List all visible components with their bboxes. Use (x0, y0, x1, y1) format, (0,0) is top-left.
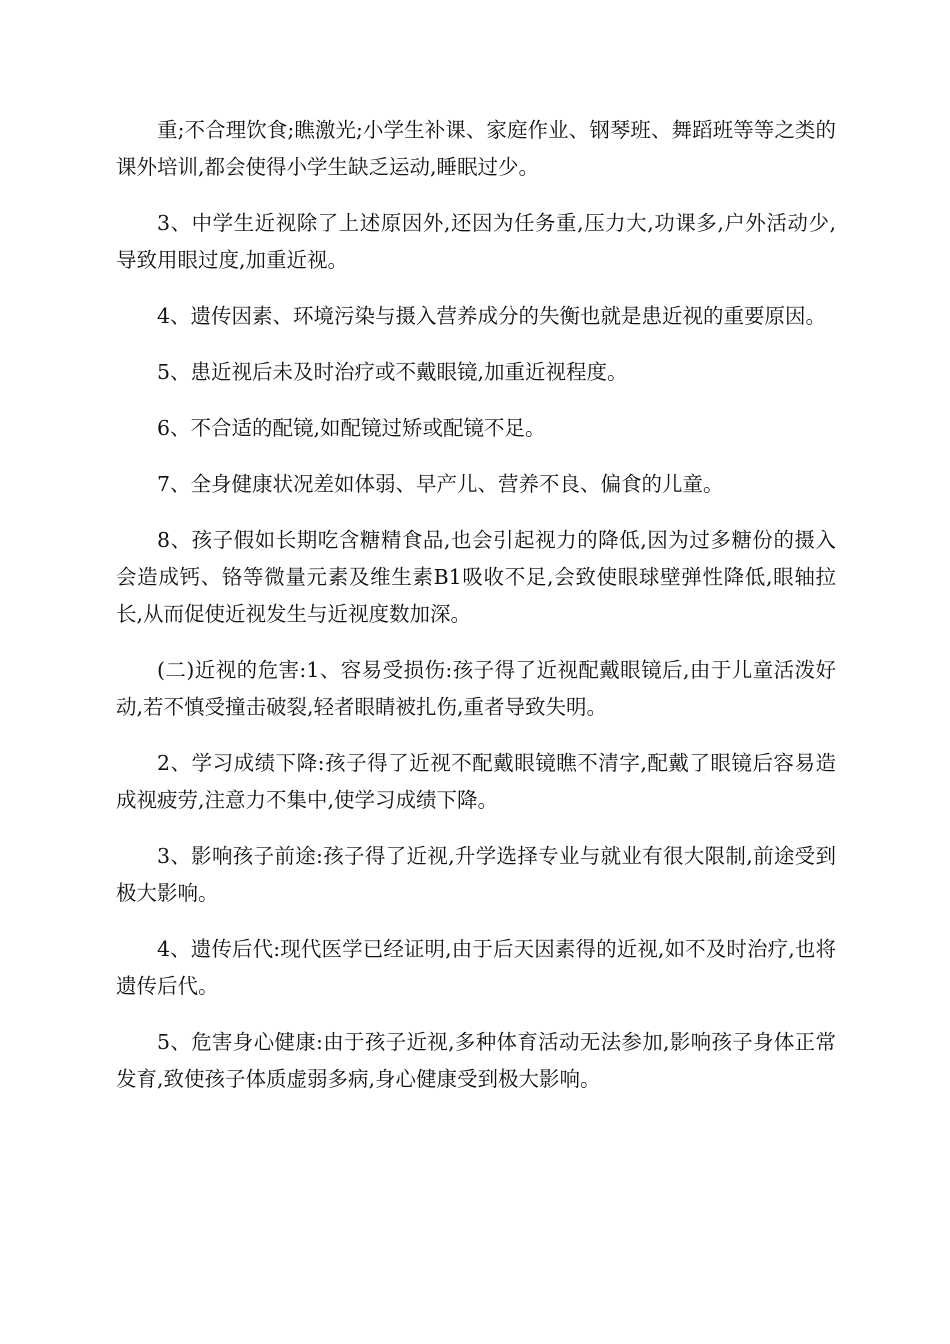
document-body (116, 112, 836, 1117)
paragraph-harm-3: 3、影响孩子前途:孩子得了近视,升学选择专业与就业有很大限制,前途受到极大影响。 (116, 844, 836, 905)
paragraph-harm-2: 2、学习成绩下降:孩子得了近视不配戴眼镜瞧不清字,配戴了眼镜后容易造成视疲劳,注意力不集中,使学习成绩下降。 (116, 751, 836, 812)
paragraph-cause-5: 5、患近视后未及时治疗或不戴眼镜,加重近视程度。 (157, 360, 628, 384)
paragraph-cause-3: 3、中学生近视除了上述原因外,还因为任务重,压力大,功课多,户外活动少,导致用眼过度,加重近视。 (116, 211, 836, 272)
paragraph-harm-4: 4、遗传后代:现代医学已经证明,由于后天因素得的近视,如不及时治疗,也将遗传后代。 (116, 937, 836, 998)
paragraph-cause-8: 8、孩子假如长期吃含糖精食品,也会引起视力的降低,因为过多糖份的摄入会造成钙、铬等微量元素及维生素B1吸收不足,会致使眼球壁弹性降低,眼轴拉长,从而促使近视发生与近视度数加深。 (116, 528, 836, 626)
paragraph-cause-4: 4、遗传因素、环境污染与摄入营养成分的失衡也就是患近视的重要原因。 (157, 304, 827, 328)
paragraph-harm-1: (二)近视的危害:1、容易受损伤:孩子得了近视配戴眼镜后,由于儿童活泼好动,若不慎受撞击破裂,轻者眼睛被扎伤,重者导致失明。 (116, 658, 836, 719)
paragraph-cause-6: 6、不合适的配镜,如配镜过矫或配镜不足。 (157, 416, 546, 440)
paragraph-harm-5: 5、危害身心健康:由于孩子近视,多种体育活动无法参加,影响孩子身体正常发育,致使孩子体质虚弱多病,身心健康受到极大影响。 (116, 1030, 836, 1091)
paragraph-continued-causes: 重;不合理饮食;瞧激光;小学生补课、家庭作业、钢琴班、舞蹈班等等之类的课外培训,都会使得小学生缺乏运动,睡眠过少。 (116, 118, 836, 179)
paragraph-cause-7: 7、全身健康状况差如体弱、早产儿、营养不良、偏食的儿童。 (157, 472, 724, 496)
